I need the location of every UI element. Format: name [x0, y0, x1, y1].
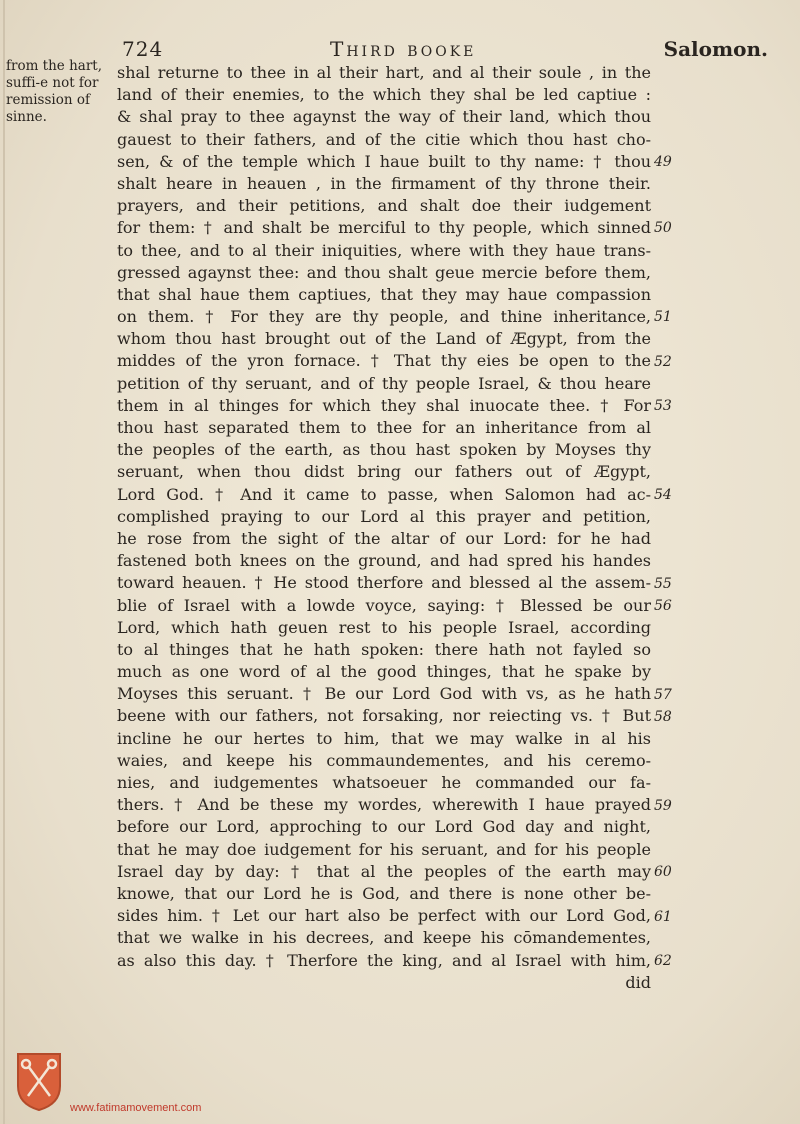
- verse-number: 50: [654, 220, 672, 237]
- verse-number: 53: [654, 398, 672, 414]
- page-gutter-divider: [3, 0, 5, 1124]
- running-head: Salomon.: [663, 37, 768, 61]
- text-line: & shal pray to thee agaynst the way of their land, which thou: [117, 107, 651, 127]
- text-line: thou hast separated them to thee for an inheritance from al: [117, 418, 651, 437]
- text-line: on them. † For they are thy people, and thine inheritance,: [117, 307, 651, 327]
- verse-number: 62: [654, 953, 672, 969]
- margin-note-line: sinne.: [6, 109, 47, 125]
- text-line: much as one word of al the good thinges, that he spake by: [117, 662, 651, 682]
- text-line: that shal haue them captiues, that they may haue compassion: [117, 284, 651, 304]
- margin-note: [6, 58, 114, 126]
- text-line: Israel day by day: † that al the peoples of the earth may: [117, 861, 651, 881]
- text-line: complished praying to our Lord al this prayer and petition,: [117, 506, 651, 526]
- text-line: shalt heare in heauen , in the firmament of thy throne their.: [117, 173, 651, 193]
- verse-number: 58: [654, 708, 672, 725]
- text-line: sides him. † Let our hart also be perfect with our Lord God,: [117, 906, 651, 926]
- text-line: he rose from the sight of the altar of our Lord: for he had: [117, 528, 651, 548]
- text-line: middes of the yron fornace. † That thy eies be open to the: [117, 351, 651, 371]
- text-line: beene with our fathers, not forsaking, nor reiecting vs. † But: [117, 706, 651, 726]
- text-line: toward heauen. † He stood therfore and blessed al the assem-: [117, 573, 651, 593]
- text-line: that he may doe iudgement for his seruant, and for his people: [117, 839, 651, 859]
- text-line: thers. † And be these my wordes, wherewith I haue prayed: [117, 795, 651, 815]
- text-line: knowe, that our Lord he is God, and there is none other be-: [117, 883, 651, 903]
- text-line: incline he our hertes to him, that we may walke in al his: [117, 728, 651, 748]
- text-line: shal returne to thee in al their hart, and al their soule , in the: [117, 63, 651, 82]
- text-line: did: [625, 972, 651, 992]
- page-number: 724: [122, 37, 164, 61]
- text-line: before our Lord, approching to our Lord God day and night,: [117, 817, 651, 837]
- text-line: prayers, and their petitions, and shalt doe their iudgement: [117, 196, 651, 216]
- text-line: as also this day. † Therfore the king, and al Israel with him,: [117, 950, 651, 970]
- verse-number: 51: [654, 309, 672, 326]
- text-line: Lord, which hath geuen rest to his people Israel, according: [117, 617, 651, 637]
- text-line: them in al thinges for which they shal inuocate thee. † For: [117, 395, 651, 415]
- text-line: fastened both knees on the ground, and had spred his handes: [117, 551, 651, 571]
- text-line: gauest to their fathers, and of the citie which thou hast cho-: [117, 129, 651, 149]
- text-line: nies, and iudgementes whatsoeuer he commanded our fa-: [117, 773, 651, 792]
- verse-number: 60: [654, 864, 672, 881]
- text-line: gressed agaynst thee: and thou shalt geue mercie before them,: [117, 262, 651, 282]
- text-line: for them: † and shalt be merciful to thy people, which sinned: [117, 218, 651, 238]
- text-line: whom thou hast brought out of the Land of Ægypt, from the: [117, 329, 651, 349]
- verse-number: 54: [654, 486, 672, 503]
- footer-url[interactable]: www.fatimamovement.com: [70, 1102, 202, 1114]
- verse-number: 56: [654, 597, 672, 614]
- margin-note-line: suffi-e not for: [6, 75, 99, 91]
- margin-note-line: from the hart,: [6, 58, 102, 74]
- text-line: blie of Israel with a lowde voyce, saying: † Blessed be our: [117, 595, 651, 615]
- text-line: to al thinges that he hath spoken: there hath not fayled so: [117, 639, 651, 659]
- verse-number: 59: [654, 797, 672, 814]
- verse-number: 57: [654, 686, 672, 703]
- margin-note-line: remission of: [6, 92, 90, 108]
- text-line: land of their enemies, to the which they shal be led captiue :: [117, 85, 651, 105]
- verse-number: 61: [654, 908, 672, 925]
- text-line: Moyses this seruant. † Be our Lord God with vs, as he hath: [117, 684, 651, 704]
- text-line: waies, and keepe his commaundementes, and his ceremo-: [117, 750, 651, 770]
- verse-number: 52: [654, 353, 672, 370]
- text-line: that we walke in his decrees, and keepe his cōmandementes,: [117, 928, 651, 948]
- verse-number: 49: [654, 153, 672, 170]
- text-line: Lord God. † And it came to passe, when Salomon had ac-: [117, 484, 651, 504]
- body-text: [117, 62, 651, 994]
- text-line: to thee, and to al their iniquities, where with they haue trans-: [117, 240, 651, 260]
- papal-keys-seal-icon: [14, 1052, 64, 1112]
- book-title: Third booke: [330, 37, 477, 61]
- text-line: seruant, when thou didst bring our fathers out of Ægypt,: [117, 462, 651, 482]
- text-line: petition of thy seruant, and of thy people Israel, & thou heare: [117, 373, 651, 393]
- text-line: sen, & of the temple which I haue built to thy name: † thou: [117, 151, 651, 171]
- text-line: the peoples of the earth, as thou hast spoken by Moyses thy: [117, 440, 651, 460]
- verse-number: 55: [654, 575, 672, 592]
